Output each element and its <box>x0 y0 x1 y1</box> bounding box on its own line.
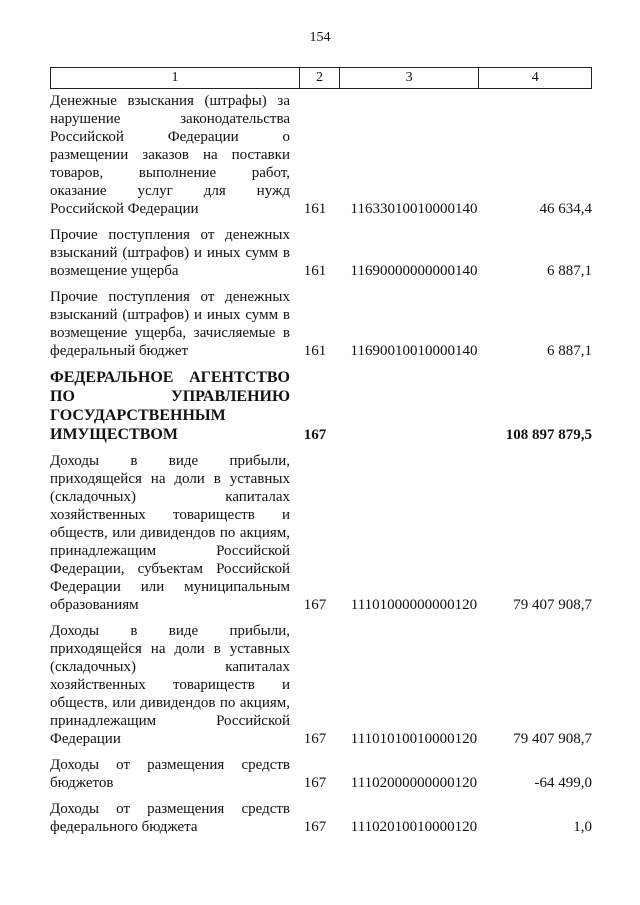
description-line: образованиям <box>50 597 139 613</box>
row-description <box>50 452 290 614</box>
table-row <box>50 800 592 836</box>
description-line: Федерации или муниципальным <box>50 579 290 595</box>
description-line: Российской Федерации <box>50 201 199 217</box>
description-line: (складочных) капиталах <box>50 659 290 675</box>
row-description <box>50 288 290 360</box>
header-col-1: 1 <box>51 68 300 88</box>
table-row <box>50 288 592 360</box>
amount: 79 407 908,7 <box>513 597 592 613</box>
description-line: Доходы от размещения средств <box>50 801 290 817</box>
row-description <box>50 800 290 836</box>
table-header <box>50 67 592 89</box>
description-line: федерального бюджета <box>50 819 198 835</box>
description-line: обществ, или дивидендов по акциям, <box>50 695 290 711</box>
description-line: возмещение ущерба <box>50 263 179 279</box>
admin-code: 161 <box>303 263 327 279</box>
description-line: оказание услуг для нужд <box>50 183 290 199</box>
amount: 6 887,1 <box>547 263 592 279</box>
description-line: бюджетов <box>50 775 114 791</box>
row-description <box>50 756 290 792</box>
admin-code: 167 <box>303 597 327 613</box>
description-line: ГОСУДАРСТВЕННЫМ <box>50 407 226 424</box>
description-line: Прочие поступления от денежных <box>50 227 290 243</box>
description-line: размещении заказов на поставки <box>50 147 290 163</box>
description-line: Прочие поступления от денежных <box>50 289 290 305</box>
table-row <box>50 368 592 444</box>
admin-code: 167 <box>303 819 327 835</box>
row-description <box>50 368 290 444</box>
amount: 108 897 879,5 <box>505 427 592 443</box>
income-code: 11101000000000120 <box>350 597 478 613</box>
income-code: 11633010010000140 <box>350 201 478 217</box>
income-code: 11101010010000120 <box>350 731 478 747</box>
amount: 1,0 <box>573 819 592 835</box>
description-line: товаров, выполнение работ, <box>50 165 290 181</box>
amount: -64 499,0 <box>534 775 592 791</box>
income-code: 11690010010000140 <box>350 343 478 359</box>
admin-code: 167 <box>303 731 327 747</box>
row-description <box>50 226 290 280</box>
table-row <box>50 756 592 792</box>
description-line: Денежные взыскания (штрафы) за <box>50 93 290 109</box>
header-col-3: 3 <box>340 68 479 88</box>
table-row <box>50 92 592 218</box>
income-code: 11690000000000140 <box>350 263 478 279</box>
page-number: 154 <box>309 30 331 45</box>
admin-code: 161 <box>303 201 327 217</box>
description-line: федеральный бюджет <box>50 343 189 359</box>
description-line: возмещение ущерба, зачисляемые в <box>50 325 290 341</box>
description-line: Доходы в виде прибыли, <box>50 453 290 469</box>
income-code: 11102010010000120 <box>350 819 478 835</box>
admin-code: 167 <box>303 775 327 791</box>
description-line: приходящейся на доли в уставных <box>50 641 290 657</box>
description-line: Федерации <box>50 731 121 747</box>
description-line: взысканий (штрафов) и иных сумм в <box>50 245 290 261</box>
description-line: принадлежащим Российской <box>50 543 290 559</box>
amount: 6 887,1 <box>547 343 592 359</box>
table-row <box>50 452 592 614</box>
description-line: обществ, или дивидендов по акциям, <box>50 525 290 541</box>
amount: 46 634,4 <box>539 201 592 217</box>
row-description <box>50 92 290 218</box>
table-row <box>50 226 592 280</box>
description-line: ПО УПРАВЛЕНИЮ <box>50 388 290 405</box>
description-line: (складочных) капиталах <box>50 489 290 505</box>
description-line: Российской Федерации о <box>50 129 290 145</box>
table-row <box>50 622 592 748</box>
table-body <box>50 92 592 844</box>
description-line: Доходы в виде прибыли, <box>50 623 290 639</box>
description-line: нарушение законодательства <box>50 111 290 127</box>
description-line: хозяйственных товариществ и <box>50 507 290 523</box>
income-code: 11102000000000120 <box>350 775 478 791</box>
row-description <box>50 622 290 748</box>
description-line: Доходы от размещения средств <box>50 757 290 773</box>
amount: 79 407 908,7 <box>513 731 592 747</box>
description-line: принадлежащим Российской <box>50 713 290 729</box>
description-line: ИМУЩЕСТВОМ <box>50 426 178 443</box>
description-line: Федерации, субъектам Российской <box>50 561 290 577</box>
header-col-2: 2 <box>300 68 340 88</box>
description-line: хозяйственных товариществ и <box>50 677 290 693</box>
description-line: приходящейся на доли в уставных <box>50 471 290 487</box>
description-line: взысканий (штрафов) и иных сумм в <box>50 307 290 323</box>
admin-code: 167 <box>303 427 327 443</box>
description-line: ФЕДЕРАЛЬНОЕ АГЕНТСТВО <box>50 369 290 386</box>
header-col-4: 4 <box>531 70 539 85</box>
admin-code: 161 <box>303 343 327 359</box>
